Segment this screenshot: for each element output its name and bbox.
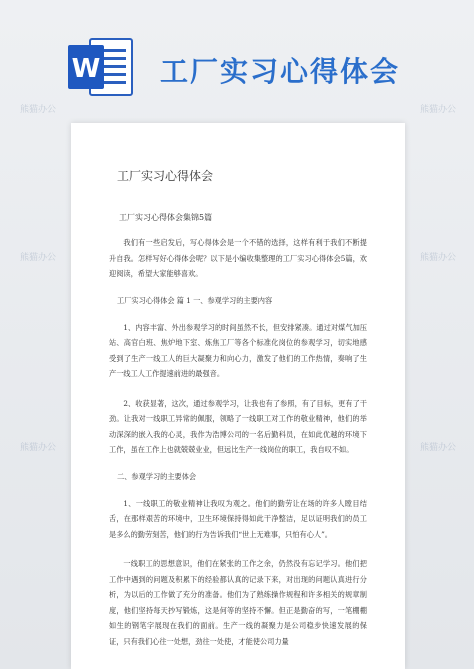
watermark: 熊猫办公 <box>420 105 457 115</box>
paragraph-3: 1、一线职工的敬业精神让我叹为观之。他们的勤劳让在场的许多人瞠目结舌，在那样艰苦的环境中，卫生环境保持得如此干净整洁，足以证明我们的员工是多么的勤劳刻苦，他们的行为告诉我们“世上无难事，只怕有心人”。 <box>109 498 367 539</box>
word-document-icon <box>66 35 134 99</box>
section-1-heading: 工厂实习心得体会 篇 1 一、参观学习的主要内容 <box>117 295 273 305</box>
document-subtitle: 工厂实习心得体会集锦5篇 <box>119 213 213 222</box>
banner-title: 工厂实习心得体会 <box>160 55 401 88</box>
paragraph-1: 1、内容丰富、外出参观学习的时间虽然不长，但安排紧凑。通过对煤气加压站、高官白班、焦炉地下室、炼焦工厂等各个标准化岗位的参观学习，切实地感受到了生产一线工人的巨大凝聚力和向心力，激发了他们的工作热情，奏响了生产一线工人工作提速前进的最强音。 <box>109 322 367 378</box>
logo-letter: W <box>71 54 101 84</box>
section-2-heading: 二、参观学习的主要体会 <box>117 471 197 481</box>
watermark: 熊猫办公 <box>420 443 457 453</box>
watermark: 熊猫办公 <box>20 253 57 263</box>
watermark: 熊猫办公 <box>420 253 457 263</box>
paragraph-4: 一线职工的思想意识，他们在紧张的工作之余，仍然没有忘记学习。他们把工作中遇到的问题及积累下的经验都认真的记录下来，对出现的问题认真进行分析，为以后的工作做了充分的准备。他们为了熟练操作规程和许多相关的规章制度，他们坚持每天抄写锻炼，这是何等的坚持不懈。但正是勤奋的写，一笔棚棚如生的钢笔字展现在我们的面前。生产一线的凝聚力是公司稳步快速发展的保证，只有我们心往一处想，劲往一处使，才能使公司力量 <box>109 559 367 646</box>
document-title: 工厂实习心得体会 <box>117 169 214 183</box>
document-page <box>71 123 405 669</box>
watermark: 熊猫办公 <box>20 105 57 115</box>
paragraph-2: 2、收获显著，这次，通过参观学习，让我也有了参照，有了目标，更有了干劲。让我对一线职工异常的佩服，领略了一线职工对工作的敬业精神，他们的举动深深的嵌入我的心灵，我作为浩博公司的一名后勤科员，在如此优越的环境下工作，虽在工作上也就兢兢业业，但远比生产一线岗位的职工，我自叹不如。 <box>109 398 367 454</box>
intro-paragraph: 我们有一些启发后，写心得体会是一个不错的选择，这样有利于我们不断提升自我。怎样写好心得体会呢？以下是小编收集整理的工厂实习心得体会5篇，欢迎阅读，希望大家能够喜欢。 <box>109 238 367 278</box>
document-body <box>109 151 367 663</box>
watermark: 熊猫办公 <box>20 443 57 453</box>
